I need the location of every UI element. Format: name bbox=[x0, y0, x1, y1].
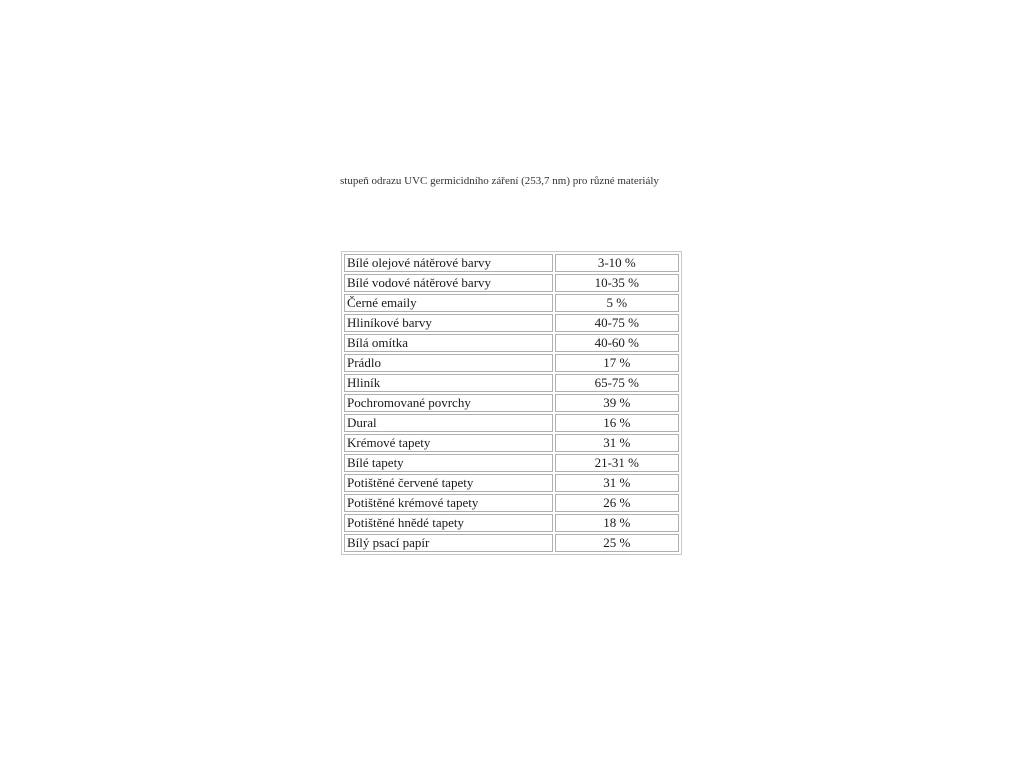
table-row bbox=[344, 354, 679, 372]
reflectance-value-cell: 65-75 % bbox=[555, 374, 679, 392]
reflectance-value-cell: 18 % bbox=[555, 514, 679, 532]
reflectance-value-cell: 21-31 % bbox=[555, 454, 679, 472]
reflectance-value-cell: 5 % bbox=[555, 294, 679, 312]
table-row bbox=[344, 494, 679, 512]
table-row bbox=[344, 374, 679, 392]
material-cell: Pochromované povrchy bbox=[344, 394, 553, 412]
table-row bbox=[344, 434, 679, 452]
table-row bbox=[344, 474, 679, 492]
table-row bbox=[344, 314, 679, 332]
table-row bbox=[344, 414, 679, 432]
material-cell: Potištěné hnědé tapety bbox=[344, 514, 553, 532]
table-row bbox=[344, 334, 679, 352]
table-caption: stupeň odrazu UVC germicidního záření (253,7 nm) pro různé materiály bbox=[340, 175, 659, 187]
material-cell: Bílé vodové nátěrové barvy bbox=[344, 274, 553, 292]
material-cell: Krémové tapety bbox=[344, 434, 553, 452]
material-cell: Bílý psací papír bbox=[344, 534, 553, 552]
material-cell: Potištěné červené tapety bbox=[344, 474, 553, 492]
reflectance-value-cell: 17 % bbox=[555, 354, 679, 372]
material-cell: Černé emaily bbox=[344, 294, 553, 312]
material-cell: Bílé olejové nátěrové barvy bbox=[344, 254, 553, 272]
reflectance-value-cell: 40-60 % bbox=[555, 334, 679, 352]
table-row bbox=[344, 394, 679, 412]
material-cell: Dural bbox=[344, 414, 553, 432]
reflectance-value-cell: 31 % bbox=[555, 434, 679, 452]
table-row bbox=[344, 534, 679, 552]
reflectance-value-cell: 10-35 % bbox=[555, 274, 679, 292]
material-cell: Prádlo bbox=[344, 354, 553, 372]
reflectance-value-cell: 25 % bbox=[555, 534, 679, 552]
reflectance-value-cell: 3-10 % bbox=[555, 254, 679, 272]
material-cell: Hliníkové barvy bbox=[344, 314, 553, 332]
reflectance-value-cell: 26 % bbox=[555, 494, 679, 512]
table-row bbox=[344, 294, 679, 312]
reflectance-table-container bbox=[341, 251, 682, 555]
reflectance-table bbox=[341, 251, 682, 555]
reflectance-value-cell: 40-75 % bbox=[555, 314, 679, 332]
material-cell: Bílá omítka bbox=[344, 334, 553, 352]
reflectance-value-cell: 16 % bbox=[555, 414, 679, 432]
table-row bbox=[344, 514, 679, 532]
material-cell: Hliník bbox=[344, 374, 553, 392]
table-row bbox=[344, 454, 679, 472]
reflectance-value-cell: 39 % bbox=[555, 394, 679, 412]
material-cell: Potištěné krémové tapety bbox=[344, 494, 553, 512]
material-cell: Bílé tapety bbox=[344, 454, 553, 472]
table-row bbox=[344, 274, 679, 292]
reflectance-value-cell: 31 % bbox=[555, 474, 679, 492]
table-row bbox=[344, 254, 679, 272]
